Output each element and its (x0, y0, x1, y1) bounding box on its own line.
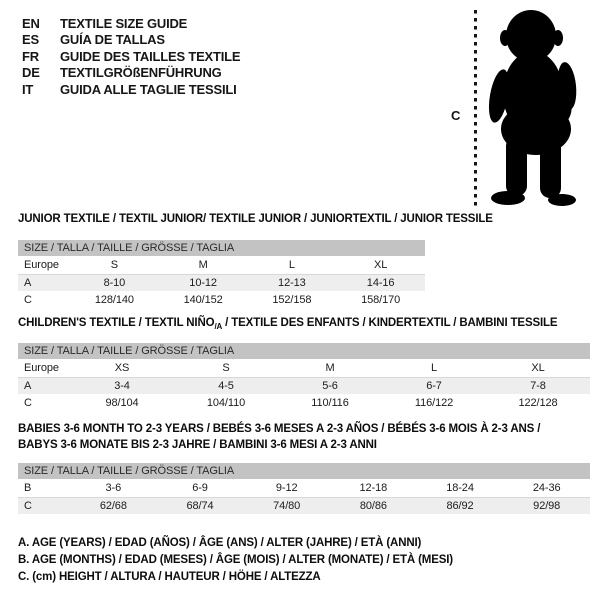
height-cell: 74/80 (273, 499, 301, 512)
height-cell: 86/92 (446, 499, 474, 512)
height-cell: 128/140 (94, 293, 134, 306)
age-cell: 6-7 (426, 379, 442, 392)
height-cell: 68/74 (186, 499, 214, 512)
size-cell: XS (114, 361, 130, 374)
babies-size-table (18, 463, 590, 514)
months-cell: 24-36 (532, 481, 561, 494)
baby-silhouette-image (479, 8, 595, 208)
size-cell: L (430, 361, 438, 374)
junior-table-title: JUNIOR TEXTILE / TEXTIL JUNIOR/ TEXTILE JUNIOR / JUNIORTEXTIL / JUNIOR TESSILE (18, 213, 493, 225)
lang-code: EN (22, 15, 40, 31)
size-cell: M (325, 361, 335, 374)
size-cell: S (110, 258, 118, 271)
lang-row-en (22, 15, 240, 32)
size-cell: S (222, 361, 230, 374)
lang-code: IT (22, 81, 34, 97)
height-cell: 62/68 (99, 499, 127, 512)
legend-line-age-years: A. AGE (YEARS) / EDAD (AÑOS) / ÂGE (ANS) / ALTER (JAHRE) / ETÀ (ANNI) (18, 536, 422, 549)
months-cell: 6-9 (192, 481, 208, 494)
lang-code: DE (22, 65, 40, 81)
height-cell: 104/110 (206, 396, 246, 409)
height-measure-label: C (451, 108, 461, 123)
height-cell: 110/116 (311, 396, 349, 409)
lang-title: GUIDE DES TAILLES TEXTILE (60, 48, 241, 64)
measurement-legend (18, 534, 453, 585)
lang-title: GUÍA DE TALLAS (60, 32, 165, 48)
row-label: C (24, 293, 32, 306)
age-cell: 8-10 (103, 276, 126, 289)
row-label: A (24, 379, 32, 392)
size-header-bar: SIZE / TALLA / TAILLE / GRÖSSE / TAGLIA (18, 343, 590, 359)
legend-line-height: C. (cm) HEIGHT / ALTURA / HAUTEUR / HÖHE / ALTEZZA (18, 570, 321, 583)
legend-line-age-months: B. AGE (MONTHS) / EDAD (MESES) / ÂGE (MOIS) / ALTER (MONATE) / ETÀ (MESI) (18, 553, 453, 566)
size-cell: L (288, 258, 295, 271)
junior-size-table (18, 240, 425, 309)
age-cell: 7-8 (530, 379, 546, 392)
age-cell: 5-6 (322, 379, 338, 392)
lang-title: TEXTILGRÖßENFÜHRUNG (60, 65, 222, 81)
table-row-age (18, 274, 425, 292)
title-text: CHILDREN'S TEXTILE / TEXTIL NIÑO (18, 317, 215, 329)
months-cell: 3-6 (105, 481, 122, 494)
size-cell: XL (531, 361, 545, 374)
age-cell: 4-5 (218, 379, 234, 392)
table-row-europe (18, 359, 590, 377)
lang-row-fr (22, 48, 240, 65)
age-cell: 12-13 (278, 276, 306, 289)
lang-title: GUIDA ALLE TAGLIE TESSILI (60, 81, 237, 97)
months-cell: 12-18 (359, 481, 388, 494)
title-line-2: BABYS 3-6 MONATE BIS 2-3 JAHRE / BAMBINI 3-6 MESI A 2-3 ANNI (18, 439, 377, 451)
lang-title: TEXTILE SIZE GUIDE (60, 15, 188, 31)
months-cell: 18-24 (446, 481, 474, 494)
table-row-height (18, 291, 425, 309)
size-header-bar: SIZE / TALLA / TAILLE / GRÖSSE / TAGLIA (18, 240, 425, 256)
size-cell: XL (373, 258, 388, 271)
title-line-1: BABIES 3-6 MONTH TO 2-3 YEARS / BEBÉS 3-6 MESES A 2-3 AÑOS / BÉBÉS 3-6 MOIS À 2-3 ANS / (18, 423, 541, 435)
table-row-height (18, 394, 590, 412)
lang-code: ES (22, 32, 39, 48)
size-cell: M (198, 258, 208, 271)
table-row-height (18, 497, 590, 515)
height-cell: 80/86 (359, 499, 387, 512)
height-cell: 140/152 (183, 293, 223, 306)
lang-code: FR (22, 48, 39, 64)
row-label: B (24, 481, 32, 494)
months-cell: 9-12 (275, 481, 298, 494)
height-cell: 152/158 (272, 293, 312, 306)
row-label: Europe (24, 361, 59, 374)
children-size-table (18, 343, 590, 412)
lang-row-es (22, 32, 240, 49)
title-text: / TEXTILE DES ENFANTS / KINDERTEXTIL / BAMBINI TESSILE (222, 317, 558, 329)
row-label: Europe (24, 258, 59, 271)
height-cell: 92/98 (533, 499, 561, 512)
age-cell: 3-4 (114, 379, 130, 392)
age-cell: 14-16 (366, 276, 395, 289)
lang-row-it (22, 81, 240, 98)
table-row-age (18, 377, 590, 395)
title-subscript: /A (214, 321, 223, 331)
row-label: C (24, 396, 32, 409)
size-header-bar: SIZE / TALLA / TAILLE / GRÖSSE / TAGLIA (18, 463, 590, 479)
lang-row-de (22, 65, 240, 82)
height-cell: 116/122 (414, 396, 454, 409)
height-dashed-line (474, 10, 477, 206)
height-cell: 98/104 (105, 396, 139, 409)
height-cell: 158/170 (361, 293, 401, 306)
height-cell: 122/128 (518, 396, 558, 409)
row-label: A (24, 276, 32, 289)
table-row-europe (18, 256, 425, 274)
language-header (22, 15, 240, 98)
children-table-title (18, 317, 557, 329)
babies-table-title (18, 421, 590, 453)
age-cell: 10-12 (189, 276, 217, 289)
table-row-months (18, 479, 590, 497)
row-label: C (24, 499, 32, 512)
